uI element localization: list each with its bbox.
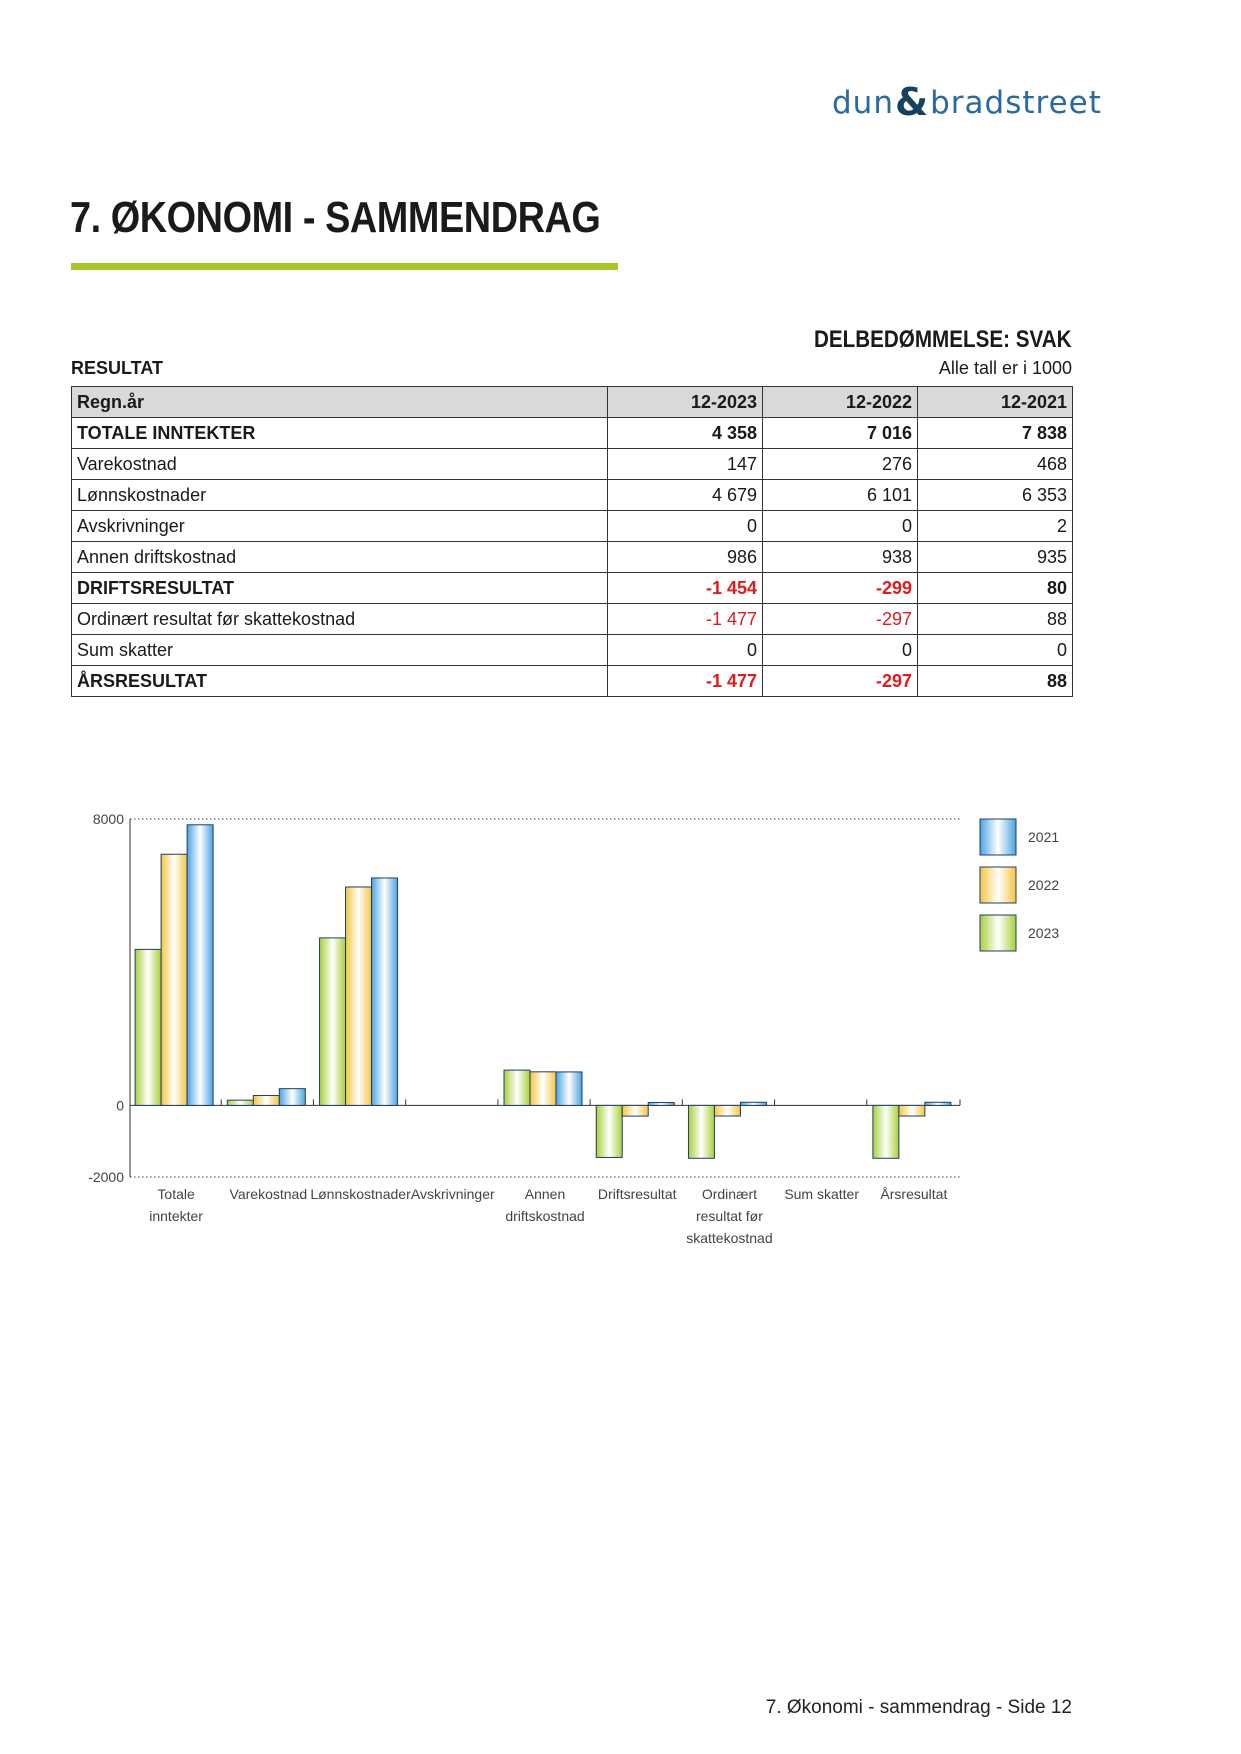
page-title: 7. ØKONOMI - SAMMENDRAG — [70, 193, 601, 242]
x-tick-label: Årsresultat — [880, 1186, 948, 1202]
bar-2023 — [596, 1105, 622, 1157]
rating-label: DELBEDØMMELSE: SVAK — [814, 326, 1072, 353]
table-header-row — [72, 387, 1073, 418]
row-value: 276 — [763, 449, 918, 480]
table-row — [72, 511, 1073, 542]
bar-2021 — [187, 825, 213, 1106]
row-value: 88 — [918, 666, 1073, 697]
bar-2021 — [925, 1102, 951, 1105]
row-value: -1 477 — [608, 666, 763, 697]
table-row — [72, 480, 1073, 511]
bar-chart-svg — [70, 805, 1080, 1365]
bar-2023 — [135, 949, 161, 1105]
dun-bradstreet-logo — [832, 78, 1102, 128]
row-value: 0 — [608, 511, 763, 542]
row-label: TOTALE INNTEKTER — [72, 418, 608, 449]
row-value: 6 101 — [763, 480, 918, 511]
row-value: 935 — [918, 542, 1073, 573]
row-value: 2 — [918, 511, 1073, 542]
bar-2022 — [161, 854, 187, 1105]
results-table — [71, 386, 1073, 697]
row-value: 4 679 — [608, 480, 763, 511]
bar-2023 — [320, 938, 346, 1106]
row-value: 986 — [608, 542, 763, 573]
table-row — [72, 449, 1073, 480]
bar-2023 — [227, 1100, 253, 1105]
x-tick-label: Ordinært — [701, 1186, 758, 1202]
row-value: 80 — [918, 573, 1073, 604]
table-row — [72, 542, 1073, 573]
x-tick-label: Avskrivninger — [410, 1186, 495, 1202]
row-label: Ordinært resultat før skattekostnad — [72, 604, 608, 635]
logo-text-left: dun — [832, 85, 894, 121]
x-tick-label: Totale — [157, 1186, 195, 1202]
row-value: -297 — [763, 604, 918, 635]
row-label: Annen driftskostnad — [72, 542, 608, 573]
row-value: 7 016 — [763, 418, 918, 449]
units-note: Alle tall er i 1000 — [938, 358, 1072, 378]
row-value: 938 — [763, 542, 918, 573]
bar-2021 — [372, 878, 398, 1105]
bar-2022 — [346, 887, 372, 1105]
row-label: ÅRSRESULTAT — [72, 666, 608, 697]
legend-swatch-2022 — [980, 867, 1016, 903]
x-tick-label: Annen — [524, 1186, 566, 1202]
row-label: Varekostnad — [72, 449, 608, 480]
x-tick-label: inntekter — [149, 1208, 203, 1224]
row-value: 0 — [608, 635, 763, 666]
page-footer: 7. Økonomi - sammendrag - Side 12 — [765, 1697, 1072, 1718]
legend-label: 2021 — [1028, 829, 1060, 845]
row-value: -297 — [763, 666, 918, 697]
table-row — [72, 635, 1073, 666]
legend-label: 2022 — [1028, 877, 1060, 893]
legend-label: 2023 — [1028, 925, 1060, 941]
bar-2023 — [688, 1105, 714, 1158]
row-value: 7 838 — [918, 418, 1073, 449]
logo-text-right: bradstreet — [930, 85, 1102, 121]
table-body — [72, 418, 1073, 697]
bar-2021 — [279, 1089, 305, 1106]
logo-ampersand: & — [894, 80, 930, 124]
row-value: 6 353 — [918, 480, 1073, 511]
header-cell: 12-2021 — [918, 387, 1073, 418]
row-value: -299 — [763, 573, 918, 604]
row-value: -1 477 — [608, 604, 763, 635]
x-tick-label: Sum skatter — [784, 1186, 860, 1202]
bar-2022 — [253, 1096, 279, 1106]
row-value: 468 — [918, 449, 1073, 480]
bar-2022 — [622, 1105, 648, 1116]
row-value: 88 — [918, 604, 1073, 635]
y-tick-label: 0 — [116, 1097, 124, 1114]
row-label: DRIFTSRESULTAT — [72, 573, 608, 604]
table-row — [72, 573, 1073, 604]
row-value: -1 454 — [608, 573, 763, 604]
row-value: 147 — [608, 449, 763, 480]
bar-2022 — [714, 1105, 740, 1116]
table-row — [72, 418, 1073, 449]
header-cell: Regn.år — [72, 387, 608, 418]
title-underline — [71, 263, 618, 270]
x-tick-label: driftskostnad — [505, 1208, 585, 1224]
header-cell: 12-2022 — [763, 387, 918, 418]
table-row — [72, 666, 1073, 697]
y-tick-label: 8000 — [92, 811, 124, 827]
table-row — [72, 604, 1073, 635]
header-cell: 12-2023 — [608, 387, 763, 418]
x-tick-label: Driftsresultat — [597, 1186, 677, 1202]
bar-2021 — [556, 1072, 582, 1105]
row-label: Avskrivninger — [72, 511, 608, 542]
legend-swatch-2023 — [980, 915, 1016, 951]
bar-chart — [70, 805, 1080, 1365]
row-value: 4 358 — [608, 418, 763, 449]
section-label: RESULTAT — [71, 358, 163, 378]
bar-2022 — [899, 1105, 925, 1116]
y-tick-label: -2000 — [88, 1169, 124, 1185]
bar-2021 — [740, 1102, 766, 1105]
x-tick-label: skattekostnad — [686, 1230, 773, 1246]
bar-2021 — [648, 1103, 674, 1106]
x-tick-label: Lønnskostnader — [310, 1186, 411, 1202]
row-value: 0 — [763, 511, 918, 542]
row-label: Lønnskostnader — [72, 480, 608, 511]
bar-2023 — [504, 1070, 530, 1105]
row-value: 0 — [763, 635, 918, 666]
row-label: Sum skatter — [72, 635, 608, 666]
bar-2022 — [530, 1072, 556, 1106]
x-tick-label: Varekostnad — [229, 1186, 308, 1202]
bar-2023 — [873, 1105, 899, 1158]
row-value: 0 — [918, 635, 1073, 666]
x-tick-label: resultat før — [695, 1208, 763, 1224]
legend-swatch-2021 — [980, 819, 1016, 855]
